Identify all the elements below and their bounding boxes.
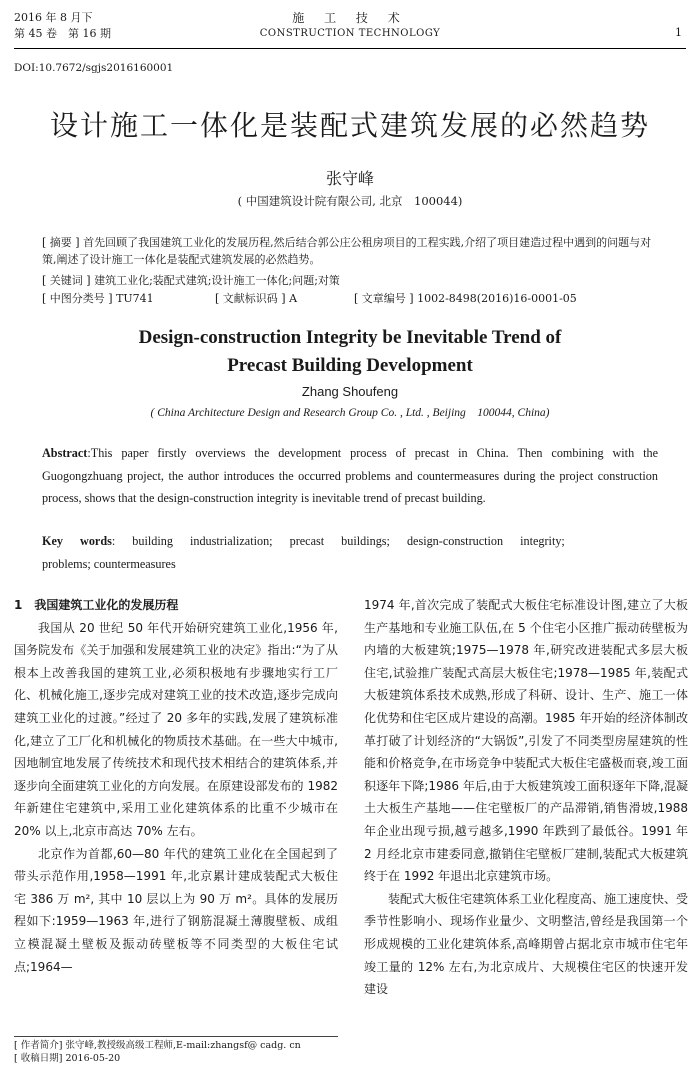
body-paragraph: 我国从 20 世纪 50 年代开始研究建筑工业化,1956 年,国务院发布《关于加强和发展建筑工业的决定》指出:“为了从根本上改善我国的建筑工业,必须积极地有步骤地实行工厂化、机械化施工,逐步完成对建筑工业的技术改造,逐步完成向建筑工业化的过渡。”经过了 20 多年的实践,发展了建筑标准化,建立了工厂化和机械化的物质技术基础。在一些大中城市,因地制宜地发展了传统技术和现代技术相结合的建筑体系,并逐步向全面建筑工业化的方向发展。在原建设部发布的 1982 年新建住宅建筑中,采用工业化建筑体系的比重不少城市在 20% 以上,北京市高达 70% 左右。 — [14, 620, 338, 838]
keywords-en — [42, 530, 658, 575]
article-title-en-line2: Precast Building Development — [227, 355, 473, 376]
abstract-en-label: Abstract — [42, 446, 88, 460]
issue-volume: 第 45 卷 第 16 期 — [14, 27, 111, 40]
abstract-en-text: :This paper firstly overviews the development process of precast in China. Then combining with the Guogongzhuang project, the author introduces the occurred problems and countermeasures during the project construction process, shows that the design-construction integrity is inevitable trend of precast building. — [42, 446, 658, 505]
keywords-en-text: : building industrialization; precast buildings; design-construction integrity; — [111, 534, 565, 548]
author-bio-footnote: [ 作者简介] 张守峰,教授级高级工程师,E-mail:zhangsf@ cadg. cn — [14, 1040, 301, 1051]
footnote-divider — [14, 1036, 338, 1037]
body-paragraph: 1974 年,首次完成了装配式大板住宅标准设计图,建立了大板生产基地和专业施工队伍,在 5 个住宅小区推广振动砖壁板为内墙的大板建筑;1975—1978 年,研究改进装配式多层大板住宅,试验推广装配式高层大板住宅;1978—1985 年,装配式大板建筑体系技术成熟,形成了科研、设计、生产、施工一体化优势和住宅区成片建设的高潮。1985 年开始的经济体制改革打破了计划经济的“大锅饭”,引发了不同类型房屋建筑的性能和价格竞争,在市场竞争中装配式大板住宅盛极而衰,竣工面积逐年下降;1986 年后,由于大板建筑竣工面积逐年下降,混凝土大板生产基地——住宅壁板厂的产品滞销,销售滑坡,1988 年企业出现亏损,越亏越多,1990 年跌到了最低谷。1991 年 2 月经北京市建委同意,撤销住宅壁板厂建制,装配式大板建筑终于在 1992 年退出北京建筑市场。 — [364, 598, 688, 884]
page-number: 1 — [675, 26, 682, 39]
body-paragraph: 北京作为首都,60—80 年代的建筑工业化在全国起到了带头示范作用,1958—1991 年,北京累计建成装配式大板住宅 386 万 m², 其中 10 层以上为 90 万 m²。具体的发展历程如下:1959—1963 年,进行了钢筋混凝土薄腹壁板、成组立模混凝土壁板及振动砖壁板等不同类型的大板住宅试点;1964— — [14, 846, 338, 974]
journal-title-en: CONSTRUCTION TECHNOLOGY — [259, 28, 441, 39]
body-paragraph: 装配式大板住宅建筑体系工业化程度高、施工速度快、受季节性影响小、现场作业量少、文明整洁,曾经是我国第一个形成规模的工业化建筑体系,高峰期曾占据北京市城市住宅年竣工量的 12% 左右,为北京成片、大规模住宅区的快速开发建设 — [364, 891, 689, 997]
article-title-zh: 设计施工一体化是装配式建筑发展的必然趋势 — [49, 109, 650, 142]
keywords-en-label: Key words — [42, 534, 112, 548]
doi: DOI:10.7672/sgjs2016160001 — [14, 62, 174, 74]
abstract-en — [42, 442, 658, 510]
page-header — [14, 10, 686, 46]
received-date-footnote: [ 收稿日期] 2016-05-20 — [14, 1053, 121, 1064]
abstract-zh — [42, 234, 658, 268]
keywords-zh-label: [ 关键词 ] — [42, 274, 91, 287]
keywords-zh — [42, 272, 658, 289]
author-name-en: Zhang Shoufeng — [301, 384, 399, 399]
journal-title-zh: 施 工 技 术 — [292, 11, 408, 25]
section-heading: 1 我国建筑工业化的发展历程 — [14, 598, 179, 612]
journal-title — [14, 10, 686, 42]
clc-number: [ 中图分类号 ] TU741 — [42, 292, 154, 305]
body-column-right — [364, 594, 688, 1001]
author-name-zh: 张守峰 — [325, 169, 374, 188]
article-title-en-line1: Design-construction Integrity be Inevitable Trend of — [138, 327, 562, 348]
affiliation-zh: ( 中国建筑设计院有限公司, 北京 100044) — [237, 194, 463, 208]
article-number: [ 文章编号 ] 1002-8498(2016)16-0001-05 — [354, 292, 577, 305]
affiliation-en — [0, 404, 700, 420]
document-code: [ 文献标识码 ] A — [215, 292, 298, 305]
body-column-left — [14, 594, 338, 978]
keywords-en-text-line2: problems; countermeasures — [42, 556, 176, 571]
affiliation-en-text: ( China Architecture Design and Research Group Co. , Ltd. , Beijing 100044, China) — [150, 407, 550, 419]
article-title-en — [0, 324, 700, 380]
header-divider — [14, 48, 686, 49]
keywords-zh-text: 建筑工业化;装配式建筑;设计施工一体化;问题;对策 — [90, 274, 340, 287]
abstract-zh-label: [ 摘要 ] — [42, 236, 80, 249]
issue-date: 2016 年 8 月下 — [14, 11, 93, 24]
abstract-zh-text: 首先回顾了我国建筑工业化的发展历程,然后结合郭公庄公租房项目的工程实践,介绍了项目建造过程中遇到的问题与对策,阐述了设计施工一体化是装配式建筑发展的必然趋势。 — [42, 236, 652, 266]
